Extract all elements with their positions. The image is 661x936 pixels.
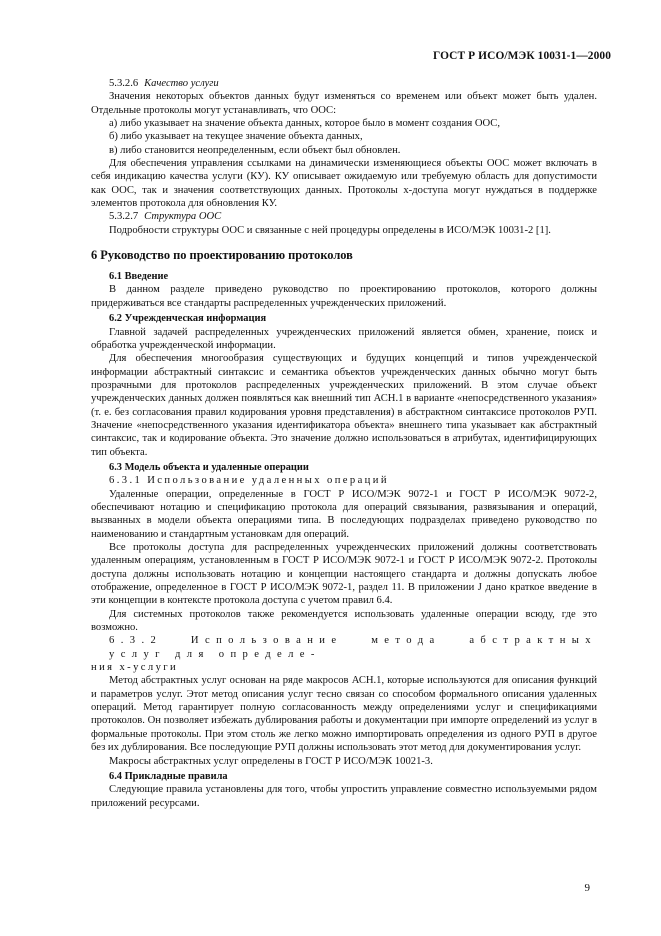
heading-6-2: 6.2 Учрежденческая информация [109,313,267,325]
subsection-number: 5.3.2.6 [109,78,139,89]
subsection-title: Структура ООС [144,211,222,223]
heading-6-3-2-line1: 6.3.2 Использование метода абстрактных услуг для определе- [109,635,597,660]
paragraph: Значения некоторых объектов данных будут изменяться со временем или объект может быть удален. Отдельные протоколы могут устанавливать, что ООС: [91,91,597,116]
list-item: а) либо указывает на значение объекта данных, которое было в момент создания ООС, [109,118,500,130]
page-number: 9 [584,882,590,894]
paragraph: Метод абстрактных услуг основан на ряде макросов АСН.1, которые используются для описания функций и параметров услуг. Этот метод описания услуг тесно связан со способом формального описания удаленных операций. Метод гарантирует полную согласованность между определениями услуг и спецификациями протоколов. Он позволяет избежать дублирования работы и документации при импорте определений из услуг в формальные протоколы. При этом столь же легко можно импортировать определения из одного РУП в другое без их дублирования. Все последующие РУП должны использовать этот метод для документирования услуг. [91,675,597,754]
section-heading-6: 6 Руководство по проектированию протоколов [91,248,353,263]
list-item: в) либо становится неопределенным, если объект был обновлен. [109,144,401,156]
paragraph: Все протоколы доступа для распределенных учрежденческих приложений должны соответствовать удаленным операциям, установленным в ГОСТ Р ИСО/МЭК 9072-1 и ГОСТ Р ИСО/МЭК 9072-2. Протоколы доступа должны использовать нотацию и концепции настоящего стандарта и должны допускать любое отображение, определенное в ГОСТ Р ИСО/МЭК 9072-1, раздел 11. В приложении J дано краткое введение в эти концепции в контексте протокола доступа с учетом правил 6.4. [91,542,597,607]
paragraph: Удаленные операции, определенные в ГОСТ Р ИСО/МЭК 9072-1 и ГОСТ Р ИСО/МЭК 9072-2, обеспечивают нотацию и спецификацию протокола для операций связывания, развязывания и операций, вызванных в модели объекта операциями типа. В последующих подразделах приведено руководство по наименованию и стандартным установкам для операций. [91,488,597,540]
heading-6-1: 6.1 Введение [109,271,169,283]
heading-6-4: 6.4 Прикладные правила [109,770,228,782]
paragraph: В данном разделе приведено руководство по проектированию протоколов, которого должны придерживаться все стандарты распределенных учрежденческих приложений. [91,284,597,309]
document-header: ГОСТ Р ИСО/МЭК 10031-1—2000 [433,50,611,62]
paragraph: Для обеспечения управления ссылками на динамически изменяющиеся объекты ООС может включать в себя индикацию качества услуги (КУ). КУ описывает ожидаемую или требуемую область для допустимости как ООС, так и значения соответствующих данных. Протоколы x-доступа могут нуждаться в поддержке элементов протокола для обновления КУ. [91,158,597,210]
paragraph: Подробности структуры ООС и связанные с ней процедуры определены в ИСО/МЭК 10031-2 [1]. [109,224,551,236]
list-item: б) либо указывает на текущее значение объекта данных, [109,131,363,143]
heading-6-3: 6.3 Модель объекта и удаленные операции [109,461,309,473]
heading-6-3-1: 6.3.1 Использование удаленных операций [109,475,389,487]
subsection-5-3-2-7 [91,210,597,223]
subsection-title: Качество услуги [144,78,219,89]
paragraph: Макросы абстрактных услуг определены в ГОСТ Р ИСО/МЭК 10021-3. [109,755,433,767]
paragraph: Главной задачей распределенных учрежденческих приложений является обмен, хранение, поиск и обработка учрежденческой информации. [91,326,597,351]
subsection-number: 5.3.2.7 [109,211,139,223]
paragraph: Для системных протоколов также рекомендуется использовать удаленные операции всюду, где это возможно. [91,608,597,634]
document-body [91,77,597,810]
heading-6-3-2-line2: ния x-услуги [91,662,179,674]
paragraph: Следующие правила установлены для того, чтобы упростить управление совместно используемыми рядом приложений ресурсами. [91,784,597,809]
subsection-5-3-2-6 [91,77,597,90]
paragraph: Для обеспечения многообразия существующих и будущих концепций и типов учрежденческой информации абстрактный синтаксис и семантика объектов учрежденческих данных обычно могут быть прозрачными для протоколов распределенных учрежденческих приложений. В этом случае объект учрежденческих данных должен появляться как внешний тип АСН.1 в варианте «непосредственного указания» (т. е. без согласования правил кодирования уровня представления) в абстрактном синтаксисе протоколов РУП. Значение «непосредственного указания идентификатора объекта» внешнего типа указывает как абстрактный синтаксис, так и кодирование объекта. Это значение должно использоваться в атрибутах, идентифицирующих тип объекта. [91,353,597,458]
